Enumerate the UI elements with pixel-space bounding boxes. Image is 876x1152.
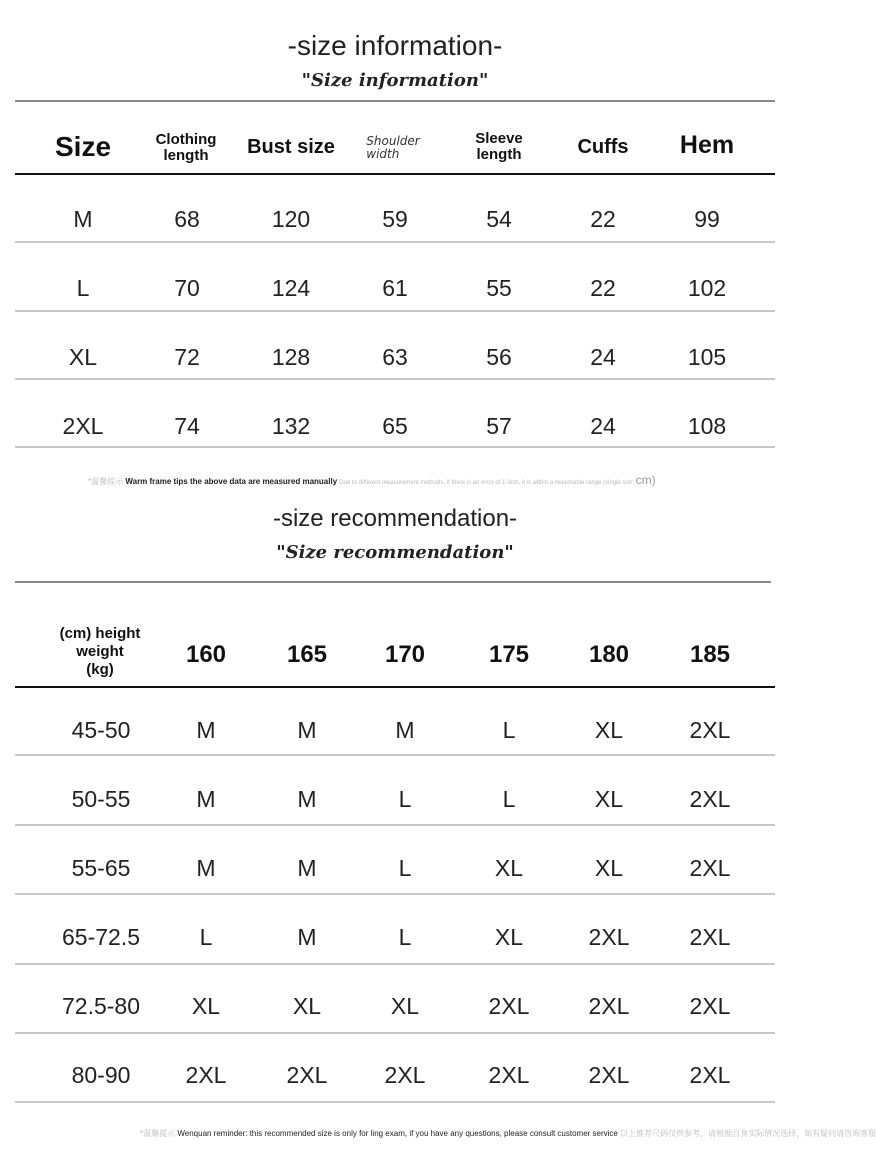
header-clothing-length: Clothing length bbox=[155, 131, 217, 164]
recommended-size-cell: 2XL bbox=[689, 786, 731, 812]
measurement-cell: 72 bbox=[174, 344, 200, 370]
recommended-size-cell: 2XL bbox=[588, 1062, 630, 1088]
header-sleeve-length: Sleeve length bbox=[475, 130, 523, 163]
recommended-size-cell: L bbox=[502, 717, 516, 743]
recommended-size-cell: 2XL bbox=[185, 1062, 227, 1088]
recommended-size-cell: 2XL bbox=[689, 855, 731, 881]
recommended-size-cell: M bbox=[297, 717, 317, 743]
recommended-size-cell: 2XL bbox=[689, 1062, 731, 1088]
recommended-size-cell: XL bbox=[191, 993, 221, 1019]
recommended-size-cell: 2XL bbox=[588, 993, 630, 1019]
recommended-size-cell: XL bbox=[494, 924, 524, 950]
height-header: 170 bbox=[384, 641, 426, 668]
measurement-cell: 24 bbox=[590, 413, 616, 439]
size-label-cell: L bbox=[76, 275, 90, 301]
recommended-size-cell: XL bbox=[594, 717, 624, 743]
measurement-note: *温馨提示 Warm frame tips the above data are measured manually Due to different measurement methods, if there is an error of 1-3cm, it is within a reasonable range (single slot: cm) bbox=[88, 473, 656, 487]
size-label-cell: XL bbox=[68, 344, 98, 370]
header-divider bbox=[15, 173, 775, 175]
recommended-size-cell: L bbox=[398, 786, 412, 812]
weight-range-cell: 50-55 bbox=[71, 786, 131, 812]
weight-range-cell: 45-50 bbox=[71, 717, 131, 743]
header-bust-size: Bust size bbox=[247, 136, 335, 158]
divider bbox=[15, 100, 775, 102]
height-header: 175 bbox=[488, 641, 530, 668]
recommended-size-cell: 2XL bbox=[689, 924, 731, 950]
header-cuffs: Cuffs bbox=[577, 136, 629, 158]
height-header: 180 bbox=[588, 641, 630, 668]
recommended-size-cell: L bbox=[199, 924, 213, 950]
recommended-size-cell: XL bbox=[594, 855, 624, 881]
recommended-size-cell: M bbox=[395, 717, 415, 743]
recommended-size-cell: XL bbox=[594, 786, 624, 812]
measurement-cell: 120 bbox=[271, 206, 311, 232]
row-divider bbox=[15, 310, 775, 312]
measurement-cell: 63 bbox=[382, 344, 408, 370]
recommended-size-cell: L bbox=[502, 786, 516, 812]
recommended-size-cell: 2XL bbox=[384, 1062, 426, 1088]
measurement-cell: 54 bbox=[486, 206, 512, 232]
measurement-cell: 102 bbox=[687, 275, 727, 301]
recommended-size-cell: 2XL bbox=[286, 1062, 328, 1088]
row-divider bbox=[15, 241, 775, 243]
size-information-title: -size information- bbox=[287, 30, 503, 61]
size-label-cell: 2XL bbox=[62, 413, 104, 439]
row-divider bbox=[15, 1101, 775, 1103]
row-divider bbox=[15, 824, 775, 826]
header-divider bbox=[15, 686, 775, 688]
recommended-size-cell: 2XL bbox=[689, 993, 731, 1019]
recommended-size-cell: 2XL bbox=[588, 924, 630, 950]
recommended-size-cell: 2XL bbox=[488, 993, 530, 1019]
measurement-cell: 22 bbox=[590, 275, 616, 301]
recommended-size-cell: XL bbox=[494, 855, 524, 881]
recommended-size-cell: M bbox=[196, 717, 216, 743]
weight-range-cell: 65-72.5 bbox=[61, 924, 141, 950]
recommended-size-cell: M bbox=[196, 786, 216, 812]
measurement-cell: 61 bbox=[382, 275, 408, 301]
recommended-size-cell: L bbox=[398, 924, 412, 950]
header-hem: Hem bbox=[679, 131, 735, 159]
row-divider bbox=[15, 446, 775, 448]
weight-range-cell: 55-65 bbox=[71, 855, 131, 881]
recommended-size-cell: M bbox=[297, 855, 317, 881]
row-divider bbox=[15, 378, 775, 380]
height-header: 165 bbox=[286, 641, 328, 668]
height-header: 160 bbox=[185, 641, 227, 668]
measurement-cell: 57 bbox=[486, 413, 512, 439]
header-height-weight: (cm) height weight (kg) bbox=[59, 625, 141, 678]
measurement-cell: 56 bbox=[486, 344, 512, 370]
recommended-size-cell: XL bbox=[390, 993, 420, 1019]
recommended-size-cell: M bbox=[297, 924, 317, 950]
header-size: Size bbox=[54, 131, 112, 162]
measurement-cell: 74 bbox=[174, 413, 200, 439]
size-label-cell: M bbox=[73, 206, 93, 232]
measurement-cell: 99 bbox=[694, 206, 720, 232]
measurement-cell: 105 bbox=[687, 344, 727, 370]
size-recommendation-subtitle: "Size recommendation" bbox=[276, 542, 514, 563]
divider bbox=[15, 581, 771, 583]
measurement-cell: 128 bbox=[271, 344, 311, 370]
row-divider bbox=[15, 963, 775, 965]
row-divider bbox=[15, 893, 775, 895]
measurement-cell: 108 bbox=[687, 413, 727, 439]
recommended-size-cell: L bbox=[398, 855, 412, 881]
measurement-cell: 65 bbox=[382, 413, 408, 439]
measurement-cell: 55 bbox=[486, 275, 512, 301]
measurement-cell: 24 bbox=[590, 344, 616, 370]
weight-range-cell: 80-90 bbox=[71, 1062, 131, 1088]
recommended-size-cell: M bbox=[196, 855, 216, 881]
recommendation-note: *温馨提示 Wenquan reminder: this recommended size is only for ling exam, if you have any questions, please consult customer service 以上推荐尺码仅供参考，请根据自身实际情况选择，如有疑问请咨询客服 bbox=[140, 1129, 876, 1138]
measurement-cell: 59 bbox=[382, 206, 408, 232]
height-header: 185 bbox=[689, 641, 731, 668]
recommended-size-cell: XL bbox=[292, 993, 322, 1019]
row-divider bbox=[15, 1032, 775, 1034]
header-shoulder-width: Shoulder width bbox=[366, 134, 420, 161]
recommended-size-cell: 2XL bbox=[689, 717, 731, 743]
measurement-cell: 132 bbox=[271, 413, 311, 439]
measurement-cell: 124 bbox=[271, 275, 311, 301]
row-divider bbox=[15, 754, 775, 756]
recommended-size-cell: 2XL bbox=[488, 1062, 530, 1088]
size-information-subtitle: "Size information" bbox=[301, 70, 489, 91]
size-recommendation-title: -size recommendation- bbox=[272, 505, 518, 532]
measurement-cell: 70 bbox=[174, 275, 200, 301]
recommended-size-cell: M bbox=[297, 786, 317, 812]
measurement-cell: 22 bbox=[590, 206, 616, 232]
weight-range-cell: 72.5-80 bbox=[61, 993, 141, 1019]
measurement-cell: 68 bbox=[174, 206, 200, 232]
